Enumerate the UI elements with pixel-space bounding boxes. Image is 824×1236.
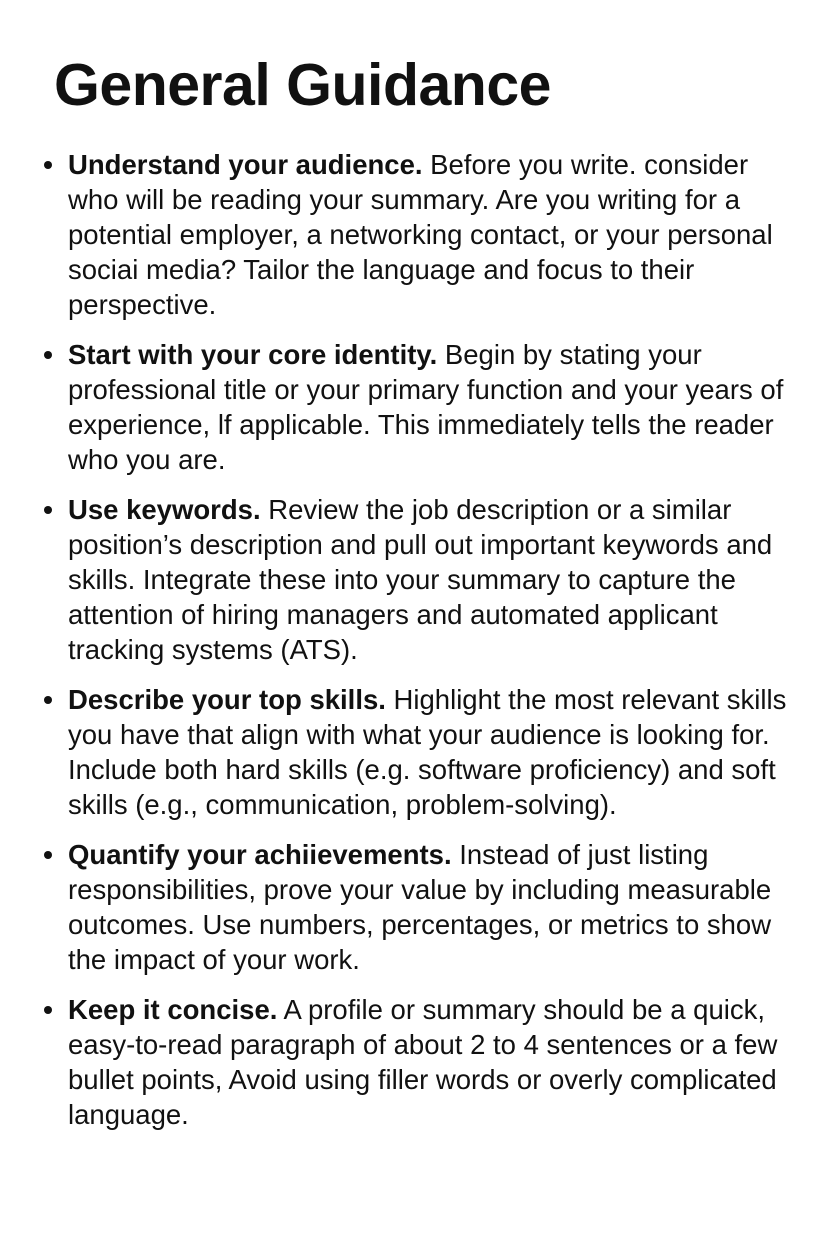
bullet-icon	[44, 1006, 52, 1014]
guidance-text: Review the job description or a similar position’s description and pull out important keywords and skills. Integrate these into your summary to capture the attention of hiring managers and automated applicant tracking systems (ATS).	[68, 494, 773, 665]
guidance-item-achievements	[40, 837, 794, 977]
bullet-icon	[44, 161, 52, 169]
guidance-text: Highlight the most relevant skills you have that align with what your audience is looking for. Include both hard skills (e.g. software proficiency) and soft skills (e.g., communication, problem-solving).	[68, 684, 787, 820]
guidance-list	[40, 147, 794, 1132]
guidance-item-concise	[40, 992, 794, 1132]
guidance-text: Instead of just listing responsibilities, prove your value by including measurable outcomes. Use numbers, percentages, or metrics to show the impact of your work.	[68, 839, 772, 975]
bullet-icon	[44, 696, 52, 704]
page-title: General Guidance	[54, 52, 551, 118]
guidance-text: Before you write. consider who will be reading your summary. Are you writing for a potential employer, a networking contact, or your personal sociai media? Tailor the language and focus to their perspective.	[68, 149, 773, 320]
guidance-item-keywords	[40, 492, 794, 667]
bullet-icon	[44, 506, 52, 514]
guidance-lead: Keep it concise.	[68, 994, 278, 1025]
guidance-lead: Quantify your achiievements.	[68, 839, 452, 870]
bullet-icon	[44, 851, 52, 859]
guidance-lead: Use keywords.	[68, 494, 261, 525]
guidance-item-core-identity	[40, 337, 794, 477]
bullet-icon	[44, 351, 52, 359]
guidance-lead: Describe your top skills.	[68, 684, 386, 715]
guidance-text: A profile or summary should be a quick, easy-to-read paragraph of about 2 to 4 sentences or a few bullet points, Avoid using filler words or overly complicated language.	[68, 994, 778, 1130]
guidance-lead: Start with your core identity.	[68, 339, 438, 370]
guidance-lead: Understand your audience.	[68, 149, 423, 180]
guidance-item-audience	[40, 147, 794, 322]
guidance-text: Begin by stating your professional title or your primary function and your years of experience, lf applicable. This immediately tells the reader who you are.	[68, 339, 784, 475]
guidance-item-top-skills	[40, 682, 794, 822]
